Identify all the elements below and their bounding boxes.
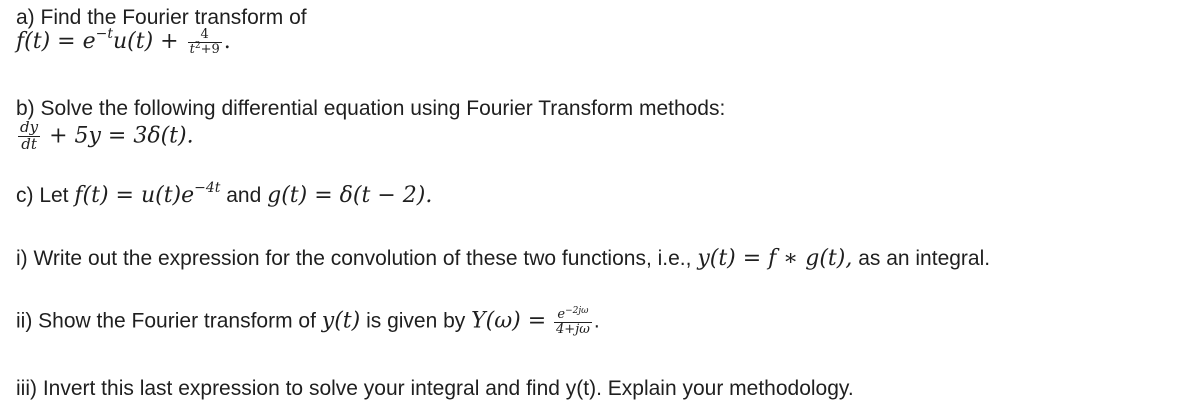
f-exponent: −4t [194,180,221,196]
Y-num-exponent: −2jω [565,306,589,316]
period: . [223,29,231,55]
part-b-equation [16,120,194,153]
part-c-i-text: i) Write out the expression for the convolution of these two functions, i.e., [16,247,692,270]
Y-denominator: 4+jω [556,321,590,337]
f-definition [74,180,221,208]
part-a-heading: a) Find the Fourier transform of [16,6,307,29]
part-b-heading: b) Solve the following differential equation using Fourier Transform methods: [16,97,726,120]
part-c-i-suffix: as an integral. [858,247,991,270]
part-c-i-line [16,248,990,270]
convolution-expression: y(t) = f ∗ g(t), [697,246,853,271]
part-c-line [16,180,433,208]
g-definition: g(t) = δ(t − 2). [267,183,433,208]
f-of-t: f(t) [16,29,51,55]
den-base: t [189,41,195,57]
Y-num-base: e [557,307,566,322]
equation-rest: + 5y = 3δ(t). [49,123,194,149]
part-c-prefix: c) Let [16,184,69,207]
den-power: 2 [194,40,201,51]
period: . [593,309,600,333]
Y-omega-expression: Y(ω) = [471,308,547,334]
y-of-t: y(t) [321,308,361,334]
part-c-ii-line [16,308,600,336]
fraction-denominator [188,40,222,57]
fraction-numerator: 4 [188,28,222,43]
derivative-denominator: dt [21,134,37,153]
exp-power: −t [95,26,113,43]
part-a-equation [16,28,231,56]
part-c-iii-line: iii) Invert this last expression to solve your integral and find y(t). Explain your methodology. [16,377,854,400]
exp-base: e [82,29,96,55]
derivative-fraction [18,120,40,153]
Y-numerator [554,308,592,323]
f-expression: f(t) = u(t)e [74,183,195,208]
fraction [188,28,222,56]
part-c-ii-text: ii) Show the Fourier transform of [16,309,316,333]
Y-fraction [554,308,592,336]
given-by-text: is given by [366,309,466,333]
plus-sign: + [160,29,179,55]
unit-step: u(t) [112,29,154,55]
den-rest: +9 [200,41,220,57]
and-word: and [226,184,262,207]
equals-sign: = [57,29,76,55]
derivative-numerator: dy [20,118,39,136]
